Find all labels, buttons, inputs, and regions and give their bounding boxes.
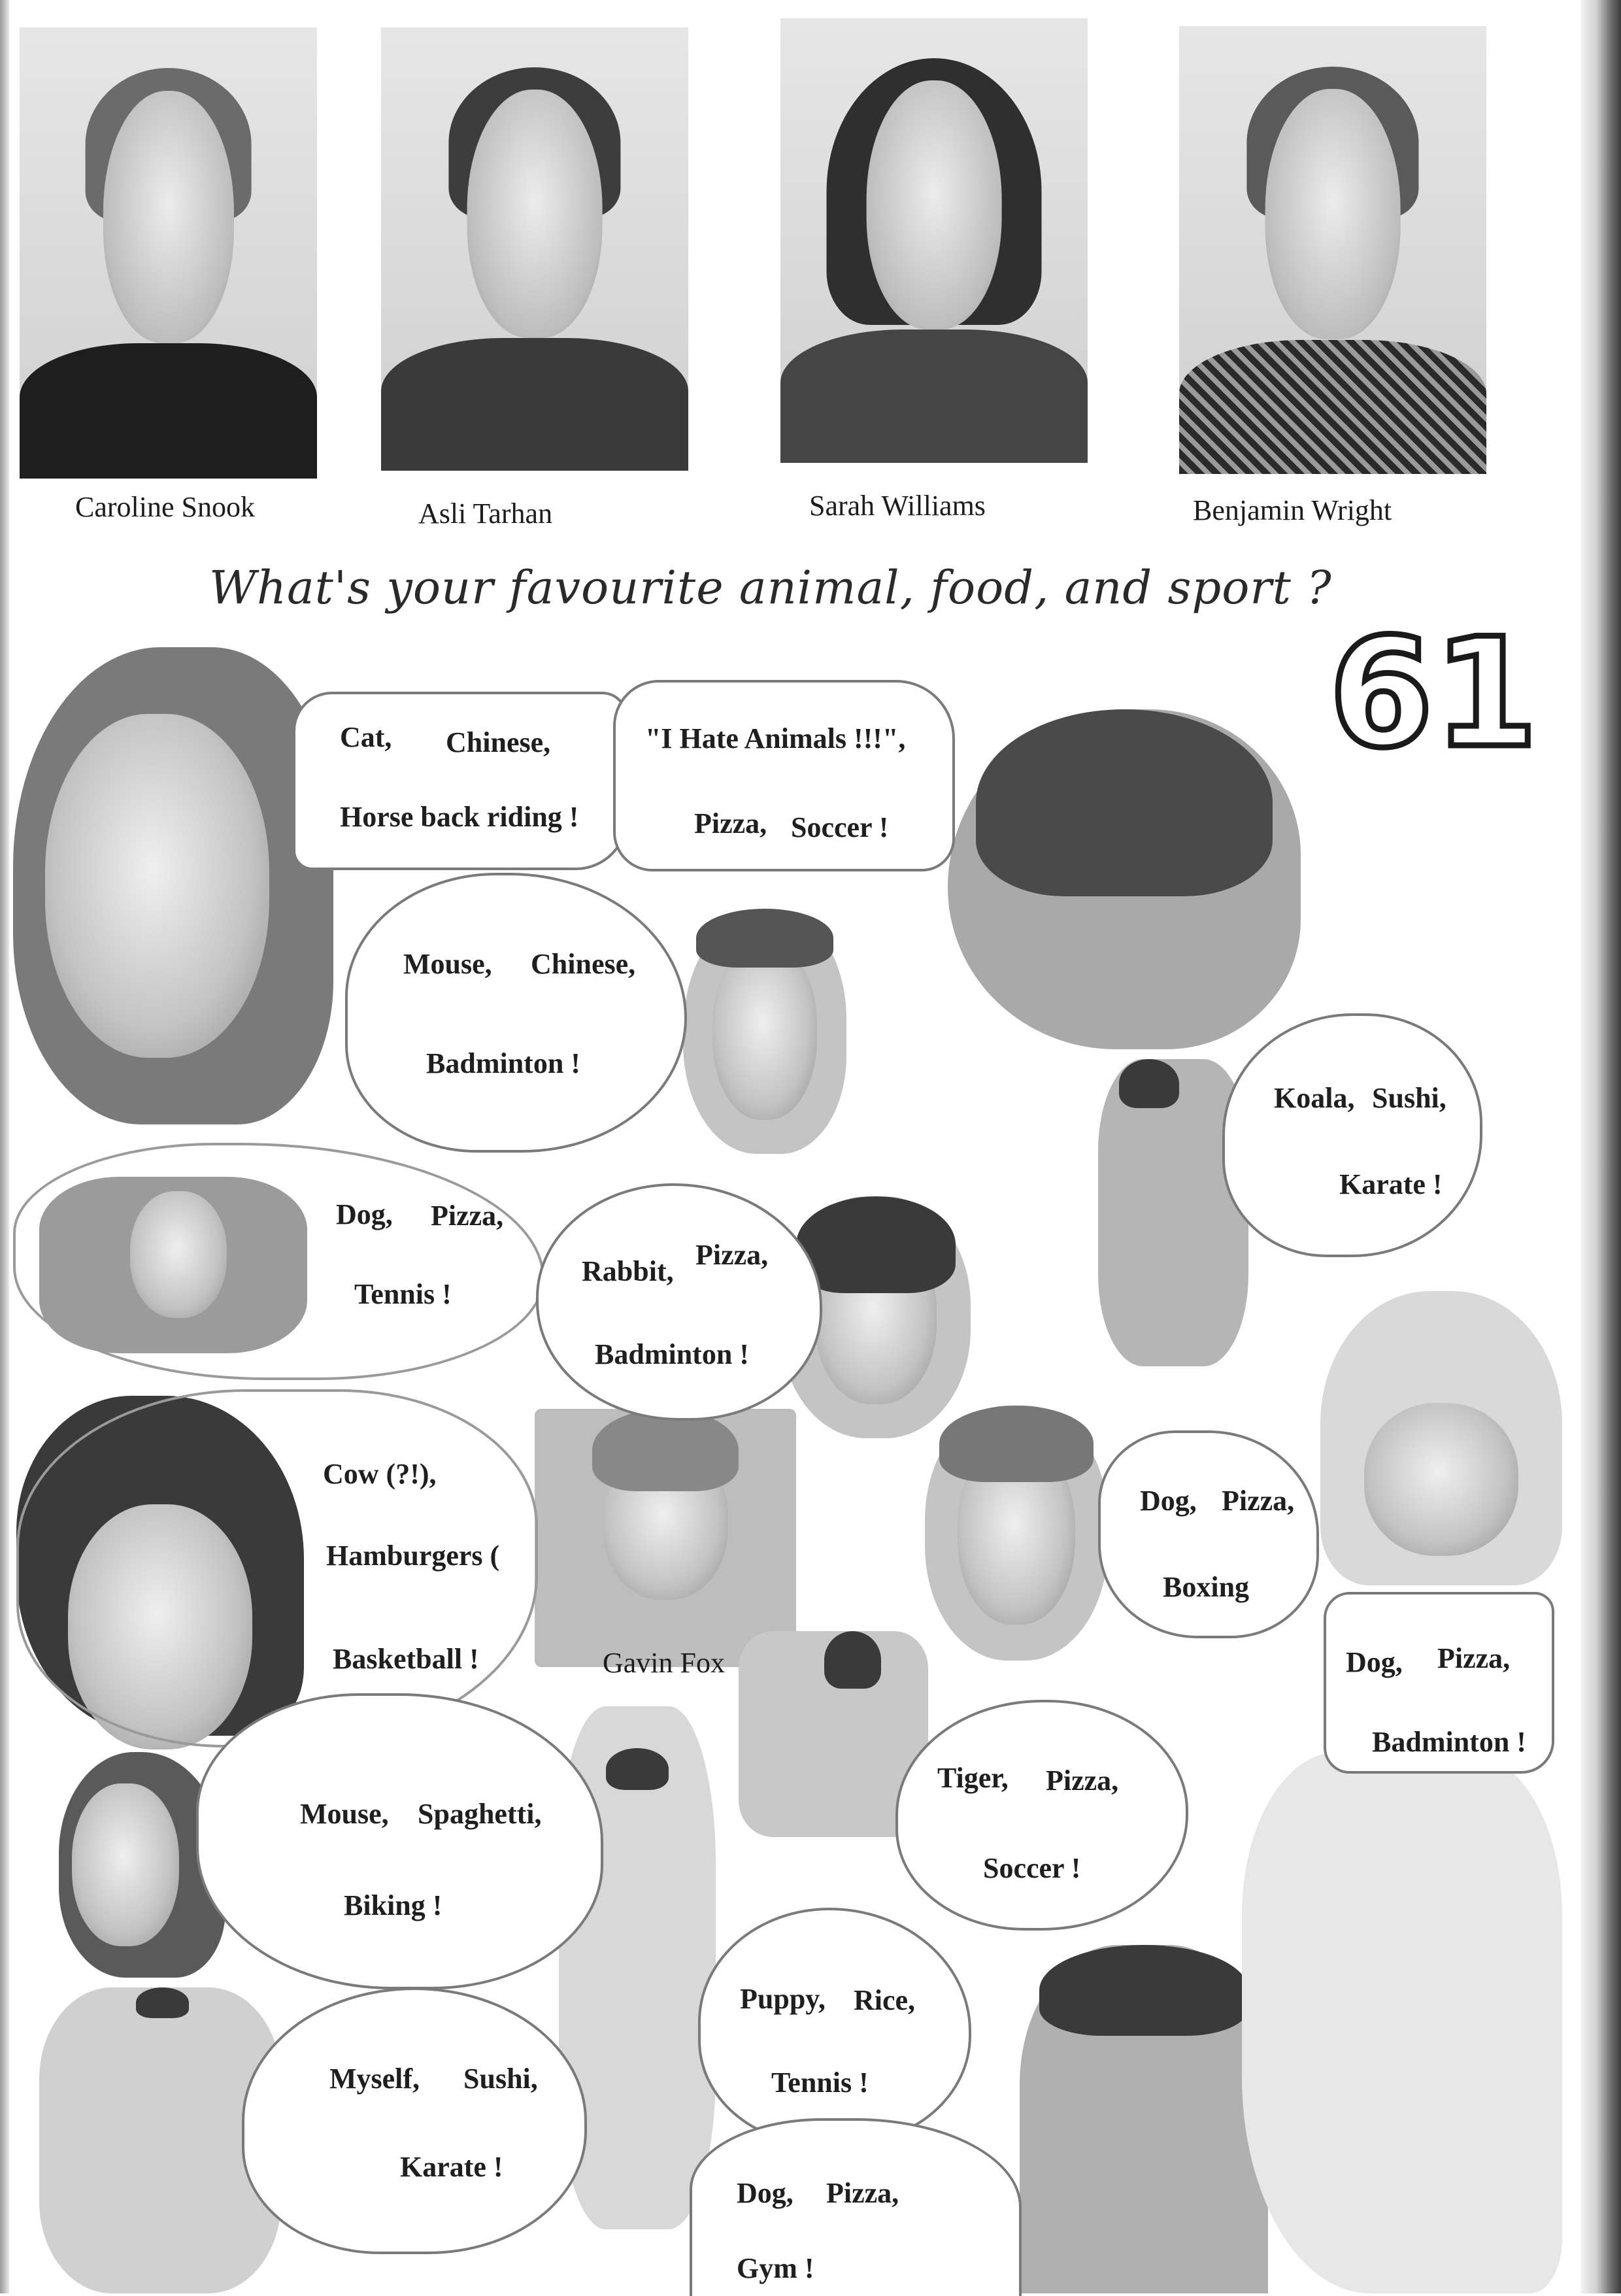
caption-benjamin-wright: Benjamin Wright xyxy=(1193,494,1392,526)
bubble-14-food: Pizza, xyxy=(826,2177,899,2209)
bubble-14-sport: Gym ! xyxy=(737,2252,814,2284)
caption-gavin-fox: Gavin Fox xyxy=(603,1647,725,1679)
bubble-2-food: Pizza, xyxy=(694,807,767,839)
cutout-boy-grinning xyxy=(925,1406,1108,1661)
caption-asli-tarhan: Asli Tarhan xyxy=(418,498,553,530)
bubble-9-food: Pizza, xyxy=(1437,1642,1511,1674)
bubble-6-sport: Badminton ! xyxy=(595,1338,749,1370)
cutout-boy-head-profile xyxy=(948,709,1301,1049)
speech-bubble-6 xyxy=(536,1183,822,1421)
cutout-girl-long-hair xyxy=(13,647,333,1124)
bubble-3-animal: Mouse, xyxy=(403,948,492,980)
bubble-1-animal: Cat, xyxy=(340,721,392,753)
bubble-5-food: Pizza, xyxy=(431,1200,504,1232)
portrait-benjamin-wright xyxy=(1179,26,1486,474)
cutout-girl-small-face xyxy=(683,909,846,1154)
bubble-4-food: Sushi, xyxy=(1372,1082,1446,1114)
bubble-4-animal: Koala, xyxy=(1274,1082,1355,1114)
book-binding xyxy=(1580,0,1621,2293)
bubble-7-animal: Cow (?!), xyxy=(323,1458,437,1490)
cutout-kid-helmet xyxy=(1320,1291,1562,1585)
svg-text:61: 61 xyxy=(1329,607,1539,781)
speech-bubble-12 xyxy=(698,1908,971,2145)
page-title: What's your favourite animal, food, and sport ? xyxy=(209,561,1332,615)
speech-bubble-3 xyxy=(345,873,687,1153)
bubble-14-animal: Dog, xyxy=(737,2177,794,2209)
bubble-7-sport: Basketball ! xyxy=(333,1643,479,1675)
bubble-12-animal: Puppy, xyxy=(740,1983,826,2015)
bubble-1-sport: Horse back riding ! xyxy=(340,801,579,833)
bubble-12-sport: Tennis ! xyxy=(771,2067,869,2099)
bubble-8-animal: Dog, xyxy=(1140,1485,1197,1517)
bubble-2-animal: "I Hate Animals !!!", xyxy=(645,722,906,754)
bubble-11-animal: Mouse, xyxy=(300,1798,389,1830)
speech-bubble-4 xyxy=(1222,1013,1482,1257)
speech-bubble-10 xyxy=(895,1700,1188,1931)
speech-bubble-11 xyxy=(196,1693,603,1989)
portrait-caroline-snook xyxy=(20,27,317,479)
bubble-8-food: Pizza, xyxy=(1222,1485,1295,1517)
bubble-6-animal: Rabbit, xyxy=(582,1255,674,1287)
speech-bubble-1 xyxy=(293,692,628,870)
bubble-4-sport: Karate ! xyxy=(1339,1168,1443,1200)
bubble-11-food: Spaghetti, xyxy=(418,1798,542,1830)
portrait-sarah-williams xyxy=(780,18,1088,463)
speech-bubble-8 xyxy=(1098,1430,1319,1638)
caption-caroline-snook: Caroline Snook xyxy=(75,491,255,523)
bubble-11-sport: Biking ! xyxy=(344,1889,443,1921)
cutout-peace-hand xyxy=(1242,1752,1562,2293)
bubble-5-animal: Dog, xyxy=(336,1198,393,1230)
bubble-9-sport: Badminton ! xyxy=(1372,1726,1526,1758)
bubble-10-food: Pizza, xyxy=(1046,1764,1119,1797)
photo-gavin-fox xyxy=(535,1409,796,1667)
speech-bubble-9 xyxy=(1324,1592,1554,1774)
bubble-6-food: Pizza, xyxy=(695,1239,769,1271)
bubble-9-animal: Dog, xyxy=(1346,1646,1403,1678)
cutout-kid-at-desk xyxy=(1020,1945,1268,2293)
bubble-3-sport: Badminton ! xyxy=(426,1047,580,1079)
speech-bubble-7 xyxy=(16,1389,538,1747)
bubble-13-food: Sushi, xyxy=(463,2063,538,2095)
bubble-7-food: Hamburgers ( xyxy=(326,1540,500,1572)
speech-bubble-5 xyxy=(13,1143,544,1380)
speech-bubble-2 xyxy=(613,680,955,871)
page-edge xyxy=(0,0,9,2293)
bubble-12-food: Rice, xyxy=(854,1984,916,2016)
bubble-13-sport: Karate ! xyxy=(400,2151,503,2183)
caption-sarah-williams: Sarah Williams xyxy=(809,490,986,522)
bubble-5-sport: Tennis ! xyxy=(354,1278,452,1310)
page-number xyxy=(1324,607,1539,781)
bubble-13-animal: Myself, xyxy=(329,2063,420,2095)
bubble-3-food: Chinese, xyxy=(531,948,636,980)
speech-bubble-14 xyxy=(690,2118,1022,2296)
bubble-10-animal: Tiger, xyxy=(937,1762,1009,1794)
bubble-1-food: Chinese, xyxy=(446,726,551,758)
portrait-asli-tarhan xyxy=(381,27,688,471)
speech-bubble-13 xyxy=(242,1987,587,2254)
bubble-8-sport: Boxing xyxy=(1163,1571,1250,1603)
bubble-2-sport: Soccer ! xyxy=(791,811,889,843)
bubble-10-sport: Soccer ! xyxy=(983,1852,1081,1884)
